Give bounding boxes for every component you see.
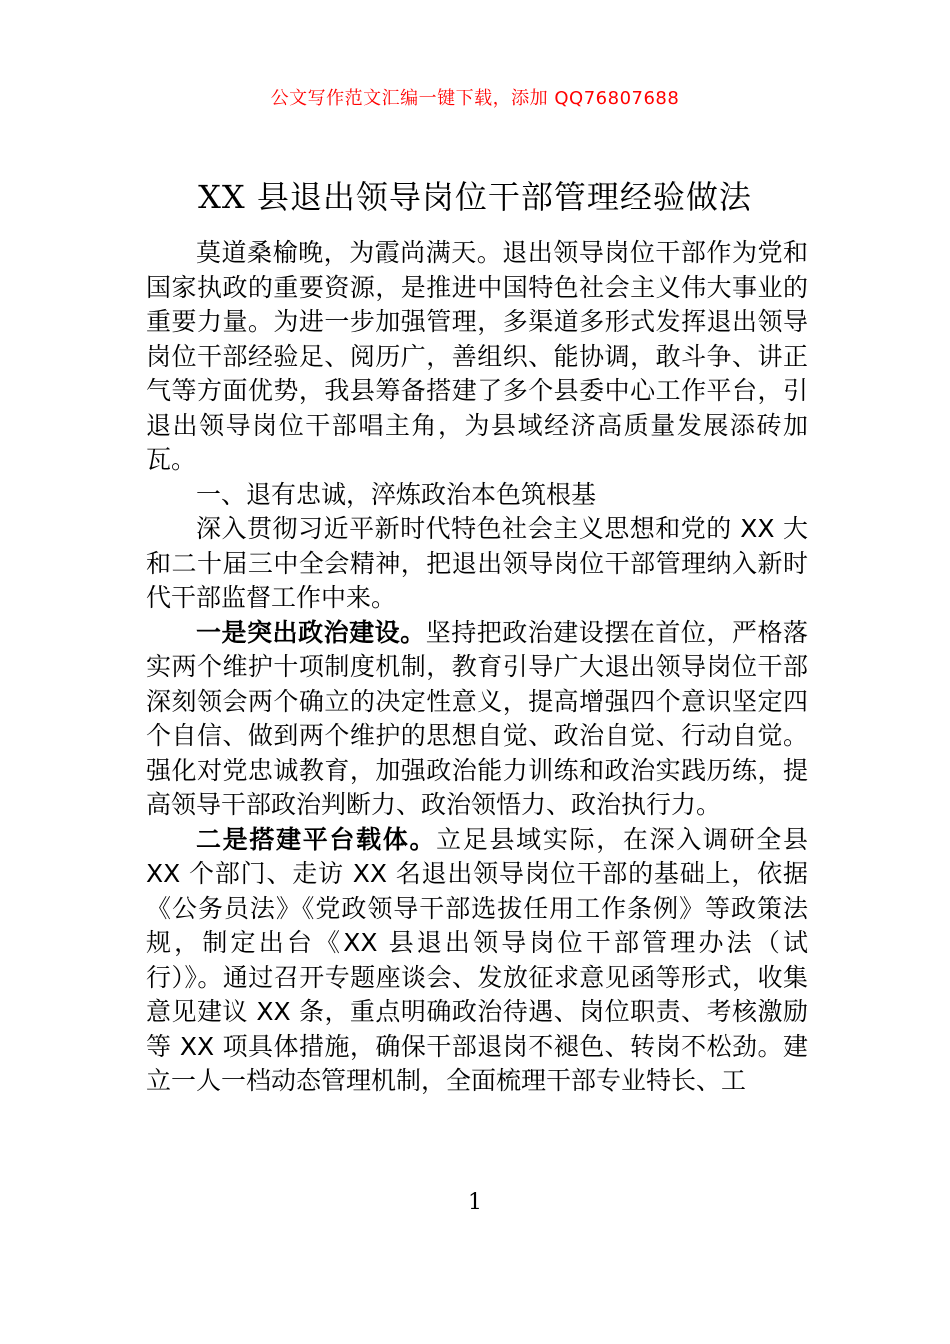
paragraph-text: 莫道桑榆晚，为霞尚满天。退出领导岗位干部作为党和国家执政的重要资源，是推进中国特色社会主义伟大事业的重要力量。为进一步加强管理，多渠道多形式发挥退出领导岗位干部经验足、阅历广，善组织、能协调，敢斗争、讲正气等方面优势，我县筹备搭建了多个县委中心工作平台，引退出领导岗位干部唱主角，为县域经济高质量发展添砖加瓦。 [146, 238, 808, 474]
document-body [146, 236, 808, 1099]
paragraph-lead: 二是搭建平台载体。 [196, 824, 437, 854]
section-heading [146, 478, 808, 513]
paragraph-text: 一、退有忠诚，淬炼政治本色筑根基 [196, 479, 597, 509]
paragraph-text: 立足县域实际，在深入调研全县 XX 个部门、走访 XX 名退出领导岗位干部的基础上，依据《公务员法》《党政领导干部选拔任用工作条例》等政策法规，制定出台《XX 县退出领导岗位干部管理办法（试行）》。通过召开专题座谈会、发放征求意见函等形式，收集意见建议 XX 条，重点明确政治待遇、岗位职责、考核激励等 XX 项具体措施，确保干部退岗不褪色、转岗不松劲。建立一人一档动态管理机制，全面梳理干部专业特长、工 [146, 824, 808, 1095]
document-title: XX 县退出领导岗位干部管理经验做法 [198, 178, 752, 216]
download-promo-note: 公文写作范文汇编一键下载，添加 QQ76807688 [270, 88, 680, 109]
page-number: 1 [468, 1190, 482, 1215]
paragraph-text: 深入贯彻习近平新时代特色社会主义思想和党的 XX 大和二十届三中全会精神，把退出领导岗位干部管理纳入新时代干部监督工作中来。 [146, 514, 808, 612]
paragraph-intro [146, 236, 808, 478]
paragraph-lead: 一是突出政治建设。 [196, 617, 426, 647]
paragraph-platform-building [146, 823, 808, 1099]
paragraph-section-intro [146, 512, 808, 616]
paragraph-political-building [146, 616, 808, 823]
paragraph-text: 坚持把政治建设摆在首位，严格落实两个维护十项制度机制，教育引导广大退出领导岗位干部深刻领会两个确立的决定性意义，提高增强四个意识坚定四个自信、做到两个维护的思想自觉、政治自觉、行动自觉。强化对党忠诚教育，加强政治能力训练和政治实践历练，提高领导干部政治判断力、政治领悟力、政治执行力。 [146, 617, 808, 819]
